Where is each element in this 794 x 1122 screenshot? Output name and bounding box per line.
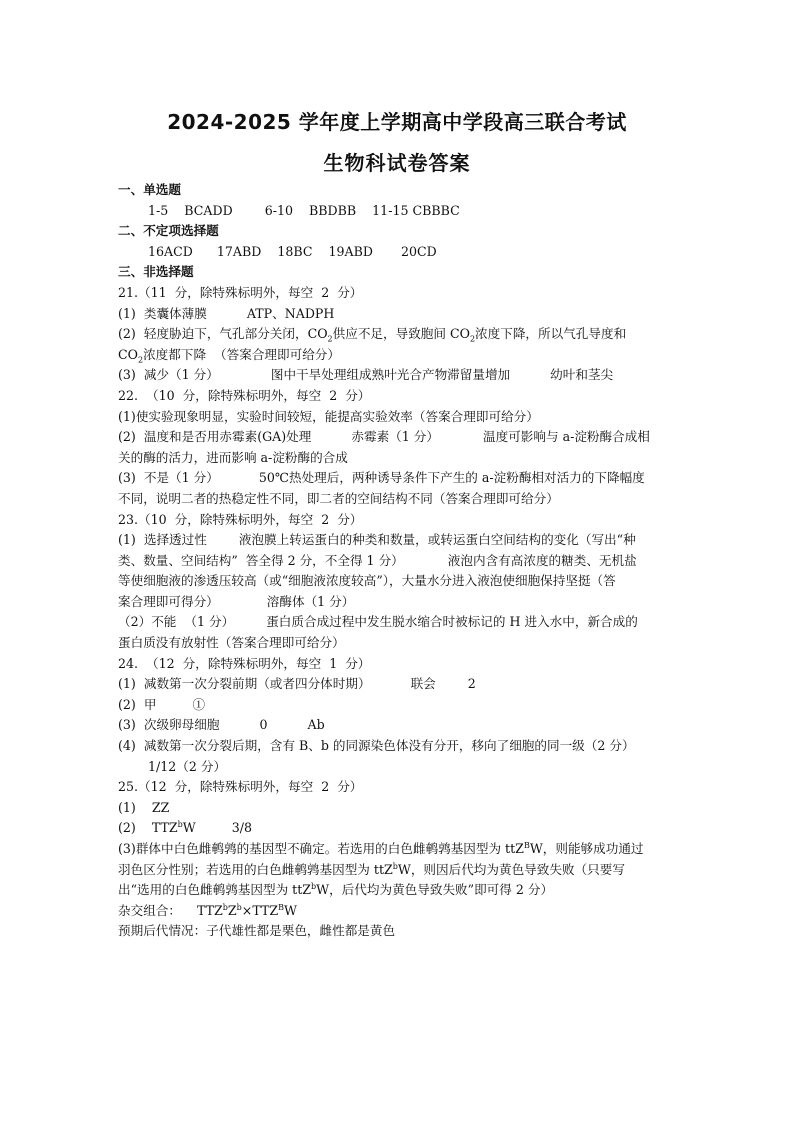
q25-expected-offspring: 预期后代情况：子代雄性都是栗色，雌性都是黄色 [118, 923, 396, 939]
section-heading-non-choice: 三、非选择题 [118, 264, 194, 280]
q23-answer-1-cont-b: 等使细胞液的渗透压较高（或“细胞液浓度较高”），大量水分进入液泡使细胞保持坚挺（答 [118, 573, 616, 589]
q24-answer-1: (1) 减数第一次分裂前期（或者四分体时期） 联会 2 [118, 676, 476, 692]
q24-answer-4-cont: 1/12（2 分） [148, 758, 227, 774]
q22-answer-3: (3) 不是（1 分） 50℃热处理后，两种诱导条件下产生的 a-淀粉酶相对活力的下降幅度 [118, 470, 645, 486]
q23-answer-1-cont-c: 案合理即可得分） 溶酶体（1 分） [118, 593, 355, 609]
q24-answer-3: (3) 次级卵母细胞 0 Ab [118, 717, 325, 733]
q25-cross-combination: 杂交组合： $TTZ^bZ^b\times TTZ^BW$ [118, 902, 297, 918]
q24-heading: 24. （12 分，除特殊标明外，每空 1 分） [118, 655, 371, 671]
page-subtitle: 生物科试卷答案 [323, 151, 471, 175]
q22-answer-2-cont: 关的酶的活力，进而影响 a-淀粉酶的合成 [118, 449, 348, 465]
q23-answer-2: （2）不能 （1 分） 蛋白质合成过程中发生脱水缩合时被标记的 H 进入水中，新合成的 [118, 614, 638, 630]
q21-answer-1: (1) 类囊体薄膜 ATP、NADPH [118, 305, 335, 321]
q25-answer-3: (3)群体中白色雌鹌鹑的基因型不确定。若选用的白色雌鹌鹑基因型为 ttZ$^B$W，则能够成功通过 [118, 840, 644, 856]
q24-answer-4: (4) 减数第一次分裂后期，含有 B、b 的同源染色体没有分开，移向了细胞的同一级（2 分） [118, 738, 635, 754]
q23-answer-2-cont: 蛋白质没有放射性（答案合理即可给分） [118, 635, 345, 651]
q25-answer-1: (1) ZZ [118, 799, 170, 815]
q25-answer-2: (2) TTZ$^b$W 3/8 [118, 820, 253, 836]
q22-answer-3-cont: 不同，说明二者的热稳定性不同，即二者的空间结构不同（答案合理即可给分） [118, 490, 559, 506]
q23-answer-1-cont-a: 类、数量、空间结构” 答全得 2 分，不全得 1 分） 液泡内含有高浓度的糖类、无机盐 [118, 552, 637, 568]
q21-answer-3: (3) 减少（1 分） 图中干旱处理组成熟叶光合产物滞留量增加 幼叶和茎尖 [118, 367, 614, 383]
page-title: 2024-2025 学年度上学期高中学段高三联合考试 [167, 110, 627, 134]
q22-heading: 22. （10 分，除特殊标明外，每空 2 分） [118, 387, 371, 403]
answer-content [118, 180, 680, 942]
q23-heading: 23.（10 分，除特殊标明外，每空 2 分） [118, 511, 363, 527]
q21-answer-2: (2) 轻度胁迫下，气孔部分关闭，$CO_2$供应不足，导致胞间 $CO_2$浓度下降，所以气孔导度和 [118, 326, 627, 344]
q22-answer-2: (2) 温度和是否用赤霉素(GA)处理 赤霉素（1 分） 温度可影响与 a-淀粉酶合成相 [118, 429, 650, 445]
q21-heading: 21.（11 分，除特殊标明外，每空 2 分） [118, 284, 363, 300]
multi-choice-answers: 16ACD 17ABD 18BC 19ABD 20CD [148, 243, 437, 259]
q25-heading: 25.（12 分，除特殊标明外，每空 2 分） [118, 779, 363, 795]
q22-answer-1: (1)使实验现象明显，实验时间较短，能提高实验效率（答案合理即可给分） [118, 408, 539, 424]
single-choice-answers: 1-5 BCADD 6-10 BBDBB 11-15 CBBBC [148, 202, 460, 218]
section-heading-multi-choice: 二、不定项选择题 [118, 223, 219, 239]
section-heading-single-choice: 一、单选题 [118, 182, 181, 197]
q25-answer-3-cont-a: 羽色区分性别；若选用的白色雌鹌鹑基因型为 ttZ$^b$W，则因后代均为黄色导致失败（只要写 [118, 861, 625, 877]
q21-answer-2-cont: $CO_2$浓度都下降 （答案合理即可给分） [118, 346, 340, 365]
q23-answer-1: (1) 选择透过性 液泡膜上转运蛋白的种类和数量，或转运蛋白空间结构的变化（写出“种 [118, 532, 636, 548]
q25-answer-3-cont-b: 出“选用的白色雌鹌鹑基因型为 ttZ$^b$W，后代均为黄色导致失败”即可得 2 分） [118, 882, 554, 898]
q24-answer-2: (2) 甲 ① [118, 696, 206, 712]
